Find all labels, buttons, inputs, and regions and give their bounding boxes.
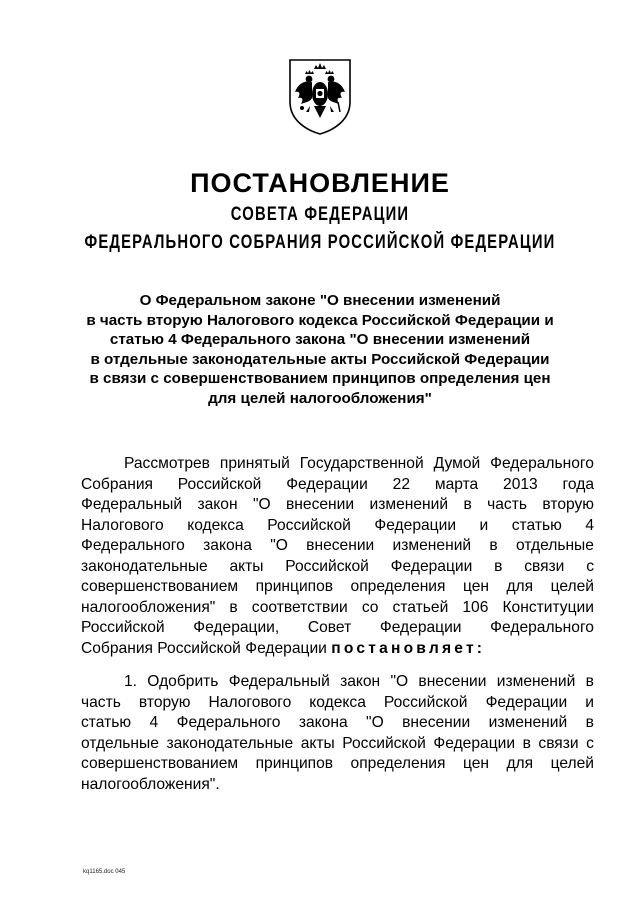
body-line: [81, 475, 594, 496]
body-word: Федерации,: [193, 619, 280, 636]
body-word: "О: [270, 537, 288, 554]
body-line: [81, 734, 594, 755]
body-word: в: [522, 734, 531, 752]
body-word: Российской: [383, 693, 468, 711]
body-line: [81, 536, 594, 557]
body-word: Федерации: [485, 693, 568, 711]
body-word: Одобрить: [147, 673, 219, 690]
body-word: закон: [340, 673, 381, 690]
body-word: Государственной: [299, 455, 424, 472]
body-word: Федерации: [374, 516, 457, 534]
body-word: Федерального: [81, 537, 185, 554]
body-word: с: [586, 734, 594, 752]
body-word: 22: [392, 475, 411, 493]
body-word: Федерации: [379, 619, 462, 636]
body-word: "О: [390, 673, 409, 690]
body-word: для: [506, 755, 534, 772]
body-word: совершенствованием: [81, 755, 239, 772]
body-word: соответствии: [251, 598, 348, 616]
body-word: определения: [350, 755, 446, 772]
body-word: Российской: [177, 475, 262, 493]
body-word: статью: [511, 516, 562, 534]
heading-line: О Федеральном законе "О внесении изменений: [139, 292, 501, 309]
body-word: часть: [81, 693, 121, 711]
body-word: часть: [487, 496, 528, 513]
body-word: изменений: [496, 673, 576, 690]
body-word: в: [489, 537, 498, 554]
body-line: [81, 454, 594, 475]
issuer-line-1: СОВЕТА ФЕДЕРАЦИИ: [230, 204, 410, 225]
paragraph-preamble: [81, 454, 594, 659]
body-word: в: [585, 714, 594, 731]
document-heading: [60, 291, 580, 408]
heading-line: статью 4 Федерального закона "О внесении изменений: [109, 331, 531, 348]
heading-line: для целей налогообложения": [208, 389, 432, 407]
body-line: [81, 577, 594, 598]
body-word: в: [229, 598, 238, 616]
document-title: ПОСТАНОВЛЕНИЕ: [190, 168, 450, 198]
body-line: [81, 775, 594, 796]
body-line: [81, 754, 594, 775]
body-word: акты: [229, 557, 264, 575]
body-word: 106: [462, 598, 489, 616]
body-word: принципов: [255, 578, 334, 595]
body-word: закон: [197, 496, 238, 513]
body-line-text: налогообложения".: [81, 775, 220, 793]
body-word: определения: [350, 578, 446, 595]
body-word: "О: [366, 714, 384, 731]
body-word: Рассмотрев: [124, 455, 210, 472]
heading-line: в отдельные законодательные акты Российской Федерации: [90, 350, 550, 368]
body-word: целей: [550, 755, 594, 772]
body-word: Собрания: [81, 475, 153, 493]
body-word: года: [562, 475, 594, 493]
body-line: [81, 693, 594, 714]
body-word: "О: [252, 496, 271, 513]
body-word: изменений: [392, 537, 472, 554]
body-word: Российской: [81, 619, 165, 636]
body-line: [81, 618, 594, 639]
body-word: Налогового: [208, 693, 292, 711]
body-word: законодательные: [81, 557, 208, 575]
body-word: марта: [434, 475, 479, 493]
body-word: цен: [462, 755, 489, 772]
body-word: отдельные: [81, 734, 159, 752]
body-word: изменений: [369, 496, 449, 513]
body-word: в: [463, 496, 472, 513]
body-word: кодекса: [187, 516, 244, 534]
body-line: [81, 672, 594, 693]
body-word: законодательные: [166, 734, 294, 752]
body-word: Федеральный: [228, 673, 330, 690]
body-word: статью: [81, 714, 132, 731]
body-word: 2013: [503, 475, 538, 493]
body-word: Федерального: [490, 619, 594, 636]
body-word: Федерации: [286, 475, 368, 493]
file-code-footer: kq1165.doc 045: [83, 869, 126, 875]
heading-line: в часть вторую Налогового кодекса Российской Федерации и: [86, 311, 554, 329]
body-word: статьей: [392, 598, 449, 616]
body-word: закона: [298, 714, 348, 731]
body-word: внесении: [418, 673, 487, 690]
body-word: акты: [300, 734, 335, 752]
body-word: Федеральный: [81, 496, 183, 513]
body-word: связи: [538, 734, 579, 752]
body-word: целей: [550, 578, 594, 595]
body-line: [81, 639, 594, 660]
issuer-line-2: ФЕДЕРАЛЬНОГО СОБРАНИЯ РОССИЙСКОЙ ФЕДЕРАЦИИ: [84, 232, 556, 253]
heading-line: в связи с совершенствованием принципов определения цен: [89, 370, 551, 387]
body-word: Федерального: [490, 455, 594, 472]
body-word: изменений: [488, 714, 568, 731]
body-line: [81, 713, 594, 734]
body-word: налогообложения": [81, 598, 216, 616]
body-line: [81, 598, 594, 619]
paragraph-item-1: [81, 672, 594, 795]
body-word: в: [585, 673, 594, 690]
body-word: Совет: [307, 619, 352, 636]
body-word: принятый: [219, 455, 290, 472]
body-word: цен: [462, 578, 489, 595]
body-word: внесении: [286, 496, 355, 513]
coat-of-arms-icon: [286, 56, 354, 136]
body-word: Российской: [342, 734, 426, 752]
body-word: в: [494, 557, 503, 575]
body-word: Федерации: [433, 734, 516, 752]
body-word: Российской: [285, 557, 369, 575]
body-word: связи: [524, 557, 565, 575]
body-word: принципов: [255, 755, 334, 772]
body-word: Федерации: [390, 557, 473, 575]
body-line: [81, 516, 594, 537]
body-word: внесении: [306, 537, 375, 554]
body-word: 1.: [124, 673, 138, 690]
resolution-word: постановляет:: [331, 639, 486, 657]
body-word: внесении: [402, 714, 471, 731]
body-word: кодекса: [309, 693, 366, 711]
body-line-text: Собрания Российской Федерации: [81, 639, 327, 657]
body-word: и: [479, 516, 489, 534]
body-word: Федерального: [176, 714, 281, 731]
body-word: вторую: [138, 693, 191, 711]
body-word: для: [506, 578, 534, 595]
body-word: 4: [585, 516, 594, 534]
body-word: отдельные: [516, 537, 594, 554]
body-word: закона: [203, 537, 252, 554]
body-word: с: [586, 557, 594, 575]
body-word: Налогового: [81, 516, 164, 534]
body-word: Российской: [267, 516, 351, 534]
body-word: и: [585, 693, 594, 711]
body-line: [81, 495, 594, 516]
body-word: вторую: [542, 496, 594, 513]
body-word: совершенствованием: [81, 578, 239, 595]
body-line: [81, 557, 594, 578]
body-word: со: [361, 598, 379, 616]
body-word: 4: [149, 714, 159, 731]
body-word: Конституции: [502, 598, 594, 616]
body-word: Думой: [433, 455, 481, 472]
